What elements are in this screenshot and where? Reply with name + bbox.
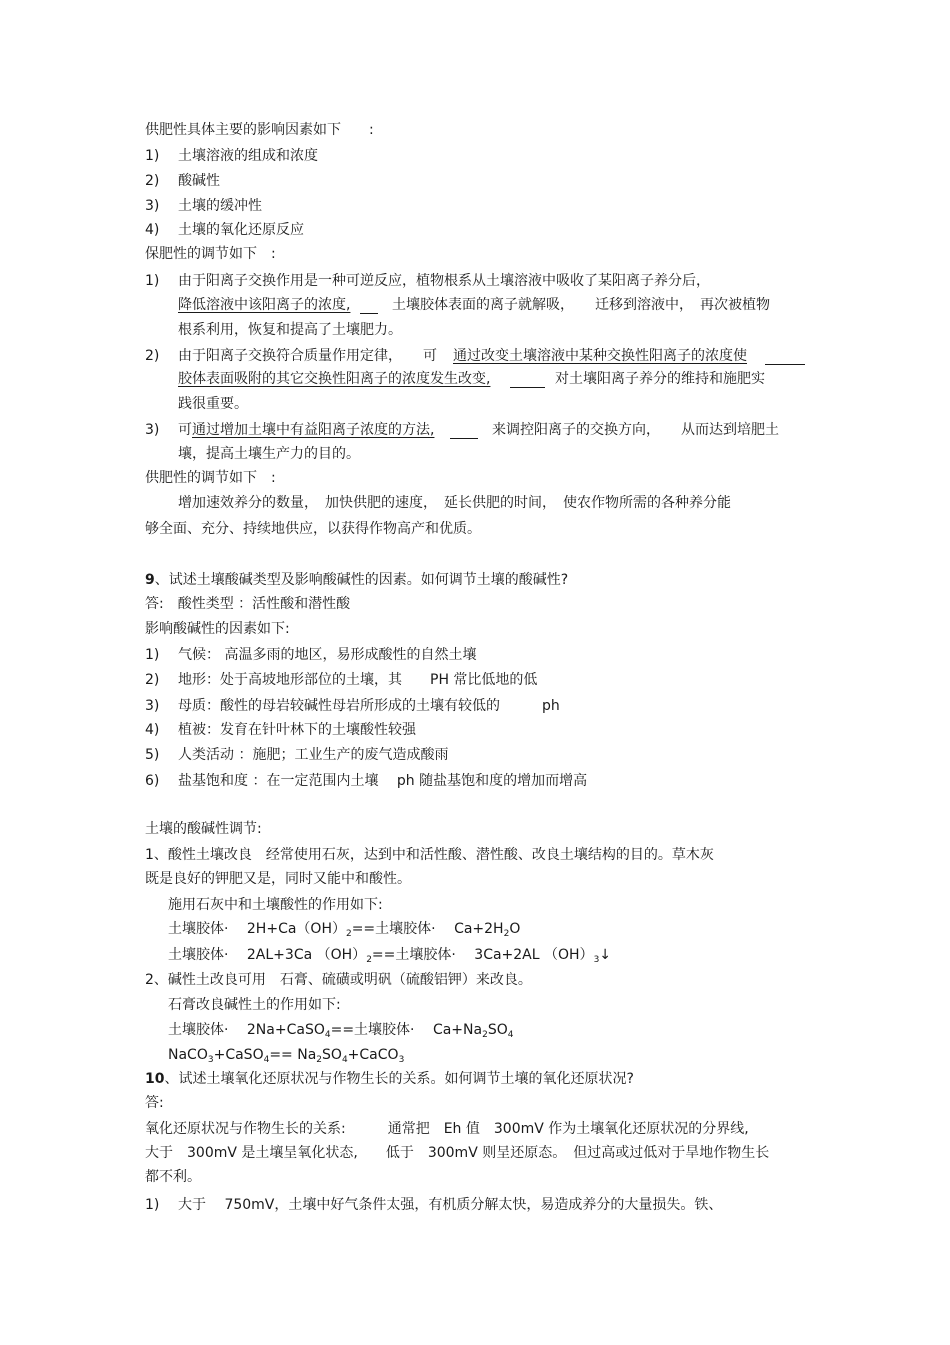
list-number: 4) [145, 722, 160, 738]
list-number: 1) [145, 148, 160, 164]
paragraph-line: 施用石灰中和土壤酸性的作用如下: [168, 897, 383, 913]
section-heading: 供肥性具体主要的影响因素如下 : [145, 122, 374, 138]
equation: 土壤胶体· 2AL+3Ca $(OH)_2==$土壤胶体· 3Ca+2AL $(OH)_3↓$ [168, 947, 612, 965]
paragraph-line: 增加速效养分的数量， 加快供肥的速度， 延长供肥的时间， 使农作物所需的各种养分能 [178, 495, 731, 511]
list-item: 大于 750mV，土壤中好气条件太强，有机质分解太快，易造成养分的大量损失。铁、 [178, 1197, 723, 1213]
list-item: 土壤的缓冲性 [178, 198, 262, 214]
list-item: 土壤溶液的组成和浓度 [178, 148, 318, 164]
list-item: 气候： 高温多雨的地区，易形成酸性的自然土壤 [178, 647, 477, 663]
paragraph-line: 都不利。 [145, 1169, 201, 1185]
paragraph-line: 够全面、充分、持续地供应，以获得作物高产和优质。 [145, 521, 481, 537]
section-heading: 影响酸碱性的因素如下: [145, 621, 290, 637]
question-text: 、试述土壤酸碱类型及影响酸碱性的因素。如何调节土壤的酸碱性? [154, 572, 569, 588]
paragraph-line: 2、碱性土改良可用 石膏、硫磺或明矾（硫酸铝钾）来改良。 [145, 972, 532, 988]
section-heading: 保肥性的调节如下 : [145, 246, 276, 262]
question-number: 10 [145, 1071, 165, 1087]
list-item: 盐基饱和度 ：在一定范围内土壤 ph 随盐基饱和度的增加而增高 [178, 773, 588, 789]
paragraph-line: 对土壤阳离子养分的维持和施肥实 [555, 371, 765, 387]
question-title [145, 571, 568, 589]
underlined-text: 通过改变土壤溶液中某种交换性阳离子的浓度使 [453, 348, 747, 364]
question-number: 9 [145, 572, 155, 588]
paragraph-line: 可 [178, 422, 192, 438]
list-number: 2) [145, 672, 160, 688]
answer-line: 答: [145, 1095, 164, 1111]
list-number: 4) [145, 222, 160, 238]
underlined-text: 通过增加土壤中有益阳离子浓度的方法, [192, 422, 435, 438]
list-number: 2) [145, 348, 160, 364]
list-number: 3) [145, 422, 160, 438]
list-item: 植被：发育在针叶林下的土壤酸性较强 [178, 722, 416, 738]
paragraph-line: 氧化还原状况与作物生长的关系: 通常把 Eh 值 300mV 作为土壤氧化还原状况的分界线, [145, 1121, 749, 1137]
list-item: 地形：处于高坡地形部位的土壤，其 PH 常比低地的低 [178, 672, 538, 688]
list-number: 6) [145, 773, 160, 789]
question-title [145, 1070, 634, 1088]
paragraph-line: 践很重要。 [178, 396, 248, 412]
paragraph-line: 由于阳离子交换作用是一种可逆反应，植物根系从土壤溶液中吸收了某阳离子养分后， [178, 273, 710, 289]
list-item: 人类活动 ：施肥；工业生产的废气造成酸雨 [178, 747, 449, 763]
paragraph-line: 根系利用，恢复和提高了土壤肥力。 [178, 322, 402, 338]
list-number: 2) [145, 173, 160, 189]
question-text: 、试述土壤氧化还原状况与作物生长的关系。如何调节土壤的氧化还原状况? [164, 1071, 634, 1087]
section-heading: 供肥性的调节如下 : [145, 470, 276, 486]
paragraph-line: 大于 300mV 是土壤呈氧化状态, 低于 300mV 则呈还原态。 但过高或过低对于旱地作物生长 [145, 1145, 770, 1161]
list-number: 3) [145, 698, 160, 714]
list-item: 土壤的氧化还原反应 [178, 222, 304, 238]
underline-rule [510, 387, 545, 388]
list-number: 5) [145, 747, 160, 763]
section-heading: 土壤的酸碱性调节: [145, 821, 262, 837]
underline-rule [765, 364, 805, 365]
paragraph-line: 1、酸性土壤改良 经常使用石灰，达到中和活性酸、潜性酸、改良土壤结构的目的。草木灰 [145, 847, 714, 863]
paragraph-line: 来调控阳离子的交换方向， 从而达到培肥土 [492, 422, 779, 438]
paragraph-line: 石膏改良碱性土的作用如下: [168, 997, 341, 1013]
paragraph-line: 土壤胶体表面的离子就解吸， 迁移到溶液中， 再次被植物 [392, 297, 770, 313]
underline-rule [450, 438, 478, 439]
underline-rule [360, 313, 378, 314]
list-item: 酸碱性 [178, 173, 220, 189]
equation: 土壤胶体· 2Na+CaSO$_4$==土壤胶体· $Ca+Na_2SO_4$ [168, 1022, 514, 1040]
list-number: 1) [145, 647, 160, 663]
paragraph-line: 既是良好的钾肥又是，同时又能中和酸性。 [145, 871, 411, 887]
equation: NaCO$_3$+CaSO$_4$== $Na_2SO_4+CaCO_3$ [168, 1047, 405, 1065]
list-number: 3) [145, 198, 160, 214]
underlined-text: 降低溶液中该阳离子的浓度, [178, 297, 351, 313]
list-number: 1) [145, 273, 160, 289]
equation: 土壤胶体· $2H+Ca(OH)_2==$土壤胶体· $Ca+2H_2O$ [168, 921, 521, 939]
underlined-text: 胶体表面吸附的其它交换性阳离子的浓度发生改变, [178, 371, 491, 387]
answer-line: 答: 酸性类型 ：活性酸和潜性酸 [145, 596, 351, 612]
list-number: 1) [145, 1197, 160, 1213]
list-item: 母质：酸性的母岩较碱性母岩所形成的土壤有较低的 ph [178, 698, 560, 714]
paragraph-line: 由于阳离子交换符合质量作用定律， 可 [178, 348, 437, 364]
paragraph-line: 壤，提高土壤生产力的目的。 [178, 446, 360, 462]
